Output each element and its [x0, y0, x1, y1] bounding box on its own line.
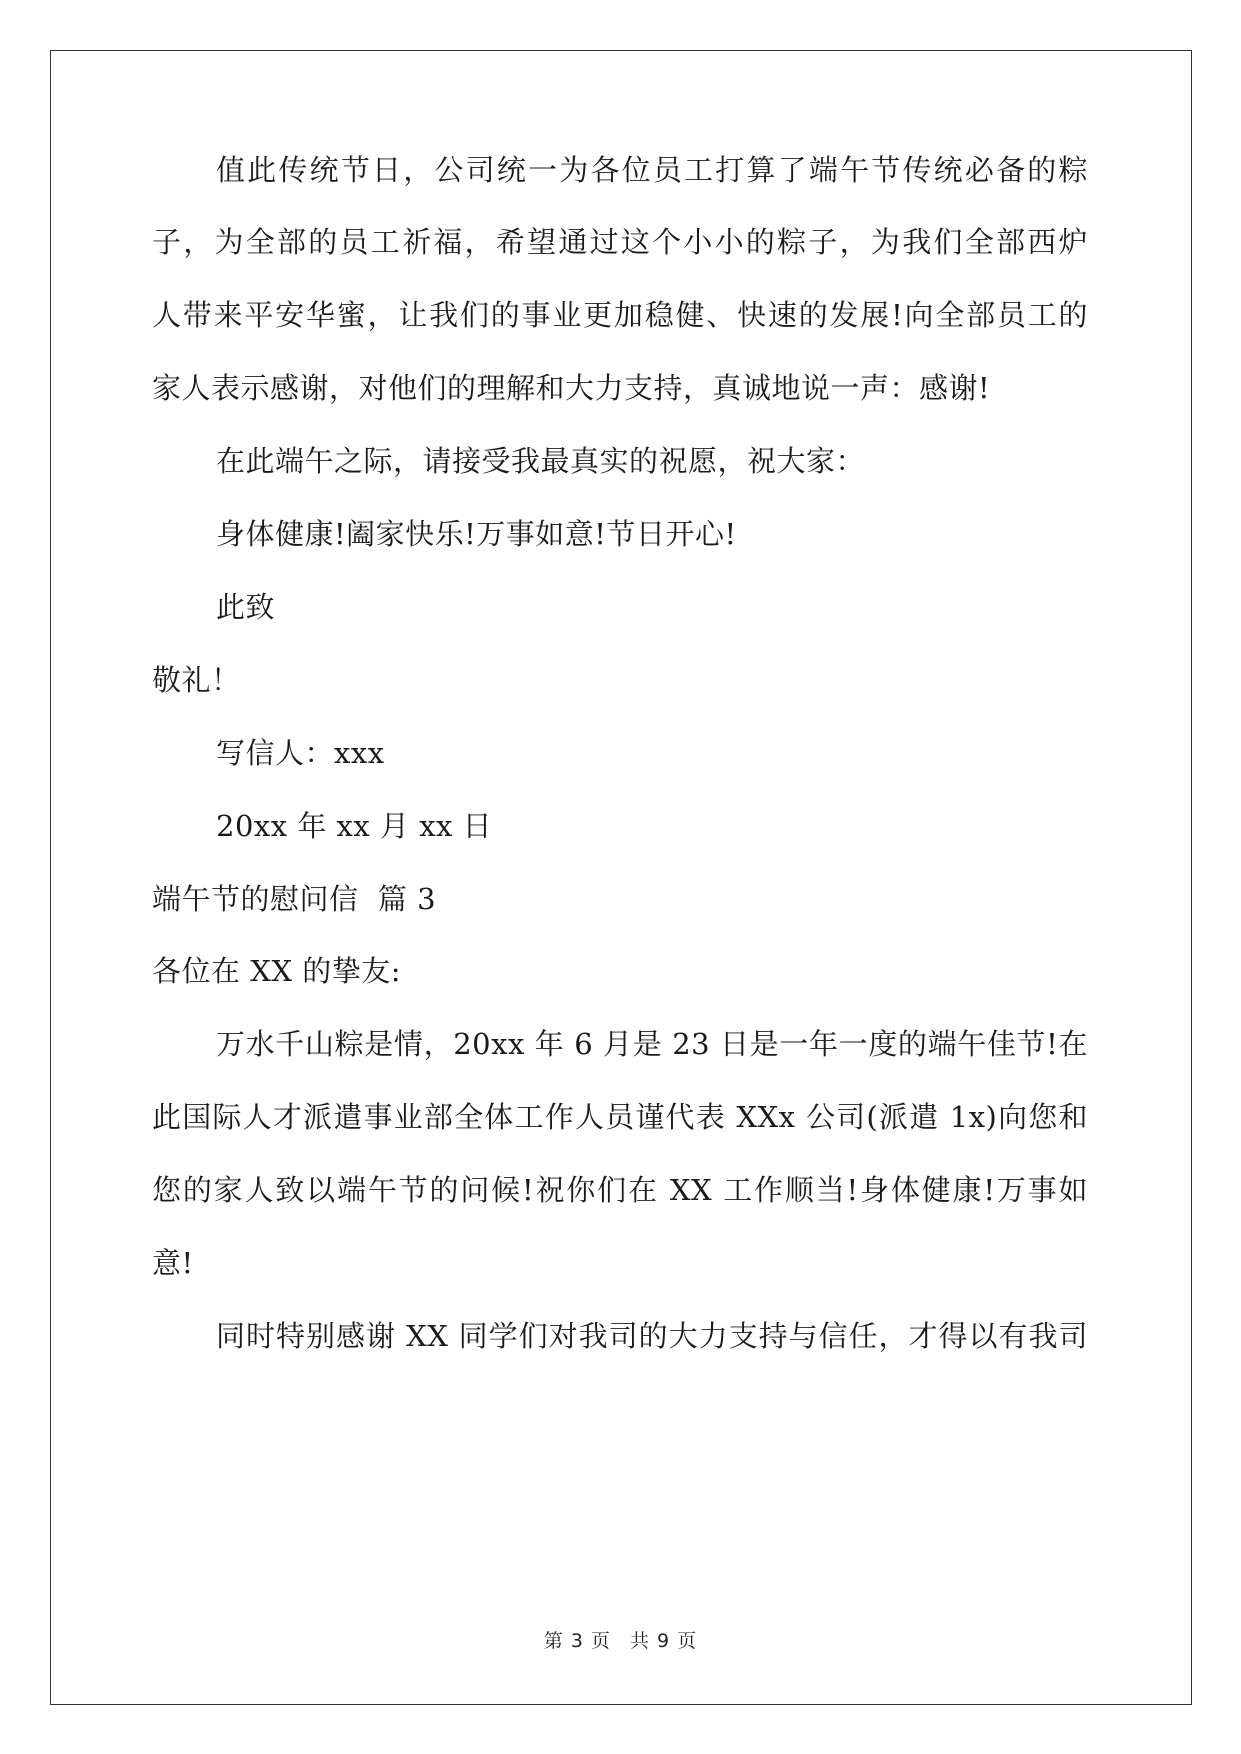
page-footer	[0, 1626, 1241, 1653]
paragraph-line: 身体健康!阖家快乐!万事如意!节日开心!	[216, 517, 737, 551]
section-heading: 端午节的慰问信 篇 3	[152, 882, 437, 916]
paragraph-line: 值此传统节日，公司统一为各位员工打算了端午节传统必备的粽	[216, 153, 1088, 187]
paragraph-line: 万水千山粽是情，20xx 年 6 月是 23 日是一年一度的端午佳节!在	[216, 1027, 1088, 1061]
paragraph-line: 此国际人才派遣事业部全体工作人员谨代表 XXx 公司(派遣 1x)向您和	[152, 1100, 1088, 1134]
page-number: 第 3 页	[543, 1630, 611, 1652]
signature-writer: 写信人：xxx	[216, 736, 385, 770]
paragraph-line: 家人表示感谢，对他们的理解和大力支持，真诚地说一声：感谢!	[152, 371, 991, 405]
letter-greeting: 各位在 XX 的挚友:	[152, 954, 401, 988]
paragraph-line: 在此端午之际，请接受我最真实的祝愿，祝大家：	[216, 444, 866, 478]
paragraph-line: 意!	[152, 1246, 194, 1280]
paragraph-line: 子，为全部的员工祈福，希望通过这个小小的粽子，为我们全部西炉	[152, 225, 1088, 259]
paragraph-line: 人带来平安华蜜，让我们的事业更加稳健、快速的发展!向全部员工的	[152, 298, 1088, 332]
closing-regards: 敬礼！	[152, 663, 241, 697]
paragraph-line: 同时特别感谢 XX 同学们对我司的大力支持与信任，才得以有我司	[216, 1319, 1088, 1353]
signature-date: 20xx 年 xx 月 xx 日	[216, 809, 493, 843]
page-total: 共 9 页	[630, 1630, 698, 1652]
paragraph-line: 您的家人致以端午节的问候!祝你们在 XX 工作顺当!身体健康!万事如	[152, 1173, 1088, 1207]
closing-salutation: 此致	[216, 590, 276, 624]
